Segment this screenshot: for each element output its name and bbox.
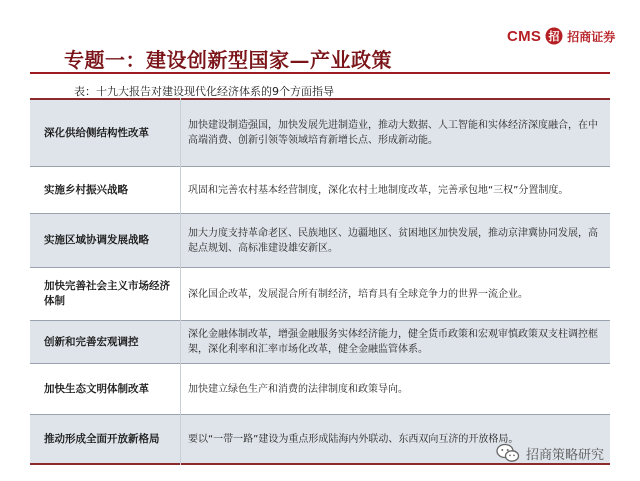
row-description: 要以“一带一路”建设为重点形成陆海内外联动、东西双向互济的开放格局。 bbox=[188, 433, 519, 445]
logo-company-name: 招商证券 bbox=[567, 29, 616, 44]
row-label: 实施区域协调发展战略 bbox=[44, 234, 149, 246]
row-description: 加快建立绿色生产和消费的法律制度和政策导向。 bbox=[188, 383, 408, 395]
wechat-icon bbox=[496, 443, 520, 463]
row-description: 加快建设制造强国，加快发展先进制造业，推动大数据、人工智能和实体经济深度融合，在中高端消费、创新引领等领域培育新增长点、形成新动能。 bbox=[188, 120, 598, 146]
table-row bbox=[30, 100, 610, 166]
logo-mark-glyph: 招 bbox=[548, 30, 560, 43]
row-description: 深化金融体制改革，增强金融服务实体经济能力，健全货币政策和宏观审慎政策双支柱调控框架，深化利率和汇率市场化改革，健全金融监管体系。 bbox=[188, 329, 598, 355]
logo-mark-icon bbox=[545, 27, 563, 45]
table-row bbox=[30, 167, 610, 213]
table-caption: 表：十九大报告对建设现代化经济体系的9个方面指导 bbox=[74, 85, 334, 98]
row-label: 创新和完善宏观调控 bbox=[44, 335, 139, 348]
row-label: 推动形成全面开放新格局 bbox=[44, 432, 160, 445]
page-title: 专题一：建设创新型国家—产业政策 bbox=[64, 48, 392, 72]
logo-text: CMS bbox=[507, 27, 542, 45]
table-row bbox=[30, 268, 610, 320]
brand-logo bbox=[507, 25, 615, 47]
row-label: 加快生态文明体制改革 bbox=[44, 382, 149, 395]
row-label: 深化供给侧结构性改革 bbox=[44, 126, 149, 139]
column-divider bbox=[180, 98, 181, 465]
watermark-text: 招商策略研究 bbox=[526, 447, 605, 463]
table-row bbox=[30, 321, 610, 363]
row-description: 深化国企改革，发展混合所有制经济，培育具有全球竞争力的世界一流企业。 bbox=[188, 288, 528, 300]
table-row bbox=[30, 214, 610, 267]
wechat-watermark bbox=[496, 440, 604, 466]
row-label: 加快完善社会主义市场经济体制 bbox=[44, 280, 170, 307]
row-description: 加大力度支持革命老区、民族地区、边疆地区、贫困地区加快发展，推动京津冀协同发展，高起点规划、高标准建设雄安新区。 bbox=[188, 227, 598, 254]
row-description: 巩固和完善农村基本经营制度，深化农村土地制度改革，完善承包地“三权”分置制度。 bbox=[188, 184, 569, 196]
title-divider bbox=[30, 72, 610, 74]
table-row bbox=[30, 364, 610, 414]
row-label: 实施乡村振兴战略 bbox=[44, 183, 128, 196]
